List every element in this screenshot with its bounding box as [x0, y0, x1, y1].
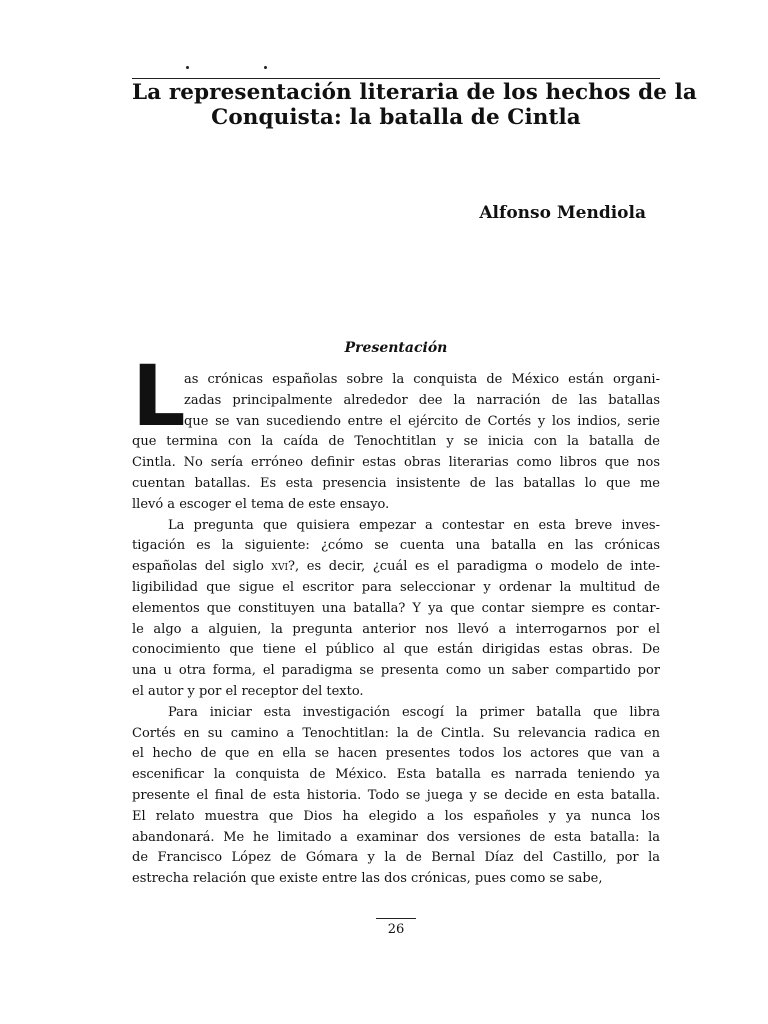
- header-marks: [186, 58, 286, 74]
- text-line: zadas principalmente alrededor dee la narración de las batallas: [184, 392, 660, 408]
- body-text: [132, 370, 660, 890]
- text-line: presente el final de esta historia. Todo se juega y se decide en esta batalla.: [132, 787, 660, 803]
- paragraph: [132, 516, 660, 703]
- text-line: una u otra forma, el paradigma se presenta como un saber compartido por: [132, 663, 660, 679]
- text-line: escenificar la conquista de México. Esta batalla es narrada teniendo ya: [132, 767, 660, 783]
- article-title-line-2: Conquista: la batalla de Cintla: [211, 105, 581, 130]
- footer-rule: [376, 918, 416, 919]
- text-line: le algo a alguien, la pregunta anterior nos llevó a interrogarnos por el: [132, 621, 660, 637]
- text-line: Para iniciar esta investigación escogí la primer batalla que libra: [168, 704, 660, 720]
- section-heading: Presentación: [344, 340, 448, 356]
- text-line: elementos que constituyen una batalla? Y ya que contar siempre es contar-: [132, 600, 660, 616]
- text-line: llevó a escoger el tema de este ensayo.: [132, 496, 390, 512]
- page-number: 26: [387, 922, 405, 937]
- text-line: El relato muestra que Dios ha elegido a los españoles y ya nunca los: [132, 808, 660, 824]
- paragraph: [132, 370, 660, 516]
- text-line: españolas del siglo xvi?, es decir, ¿cuál es el paradigma o modelo de inte-: [132, 559, 660, 575]
- author-name: Alfonso Mendiola: [479, 203, 646, 223]
- text-line: el hecho de que en ella se hacen presentes todos los actores que van a: [132, 746, 660, 762]
- text-line: que se van sucediendo entre el ejército de Cortés y los indios, serie: [184, 413, 660, 429]
- text-line: Cortés en su camino a Tenochtitlan: la de Cintla. Su relevancia radica en: [132, 725, 660, 741]
- text-line: conocimiento que tiene el público al que están dirigidas estas obras. De: [132, 642, 660, 658]
- drop-cap: L: [132, 347, 186, 445]
- text-line: estrecha relación que existe entre las dos crónicas, pues como se sabe,: [132, 871, 603, 887]
- text-line: el autor y por el receptor del texto.: [132, 683, 364, 699]
- header-rule: [132, 78, 660, 79]
- text-line: de Francisco López de Gómara y la de Bernal Díaz del Castillo, por la: [132, 850, 660, 866]
- text-line: cuentan batallas. Es esta presencia insistente de las batallas lo que me: [132, 475, 660, 491]
- article-title-line-1: La representación literaria de los hechos de la: [132, 80, 697, 105]
- text-line: La pregunta que quisiera empezar a contestar en esta breve inves-: [168, 517, 660, 533]
- text-line: tigación es la siguiente: ¿cómo se cuenta una batalla en las crónicas: [132, 538, 660, 554]
- article-title: [132, 80, 697, 130]
- paragraph: [132, 703, 660, 890]
- text-line: que termina con la caída de Tenochtitlan y se inicia con la batalla de: [132, 434, 660, 450]
- text-line: as crónicas españolas sobre la conquista de México están organi-: [184, 372, 660, 387]
- text-line: ligibilidad que sigue el escritor para seleccionar y ordenar la multitud de: [132, 579, 660, 595]
- text-line: abandonará. Me he limitado a examinar dos versiones de esta batalla: la: [132, 829, 660, 845]
- text-line: Cintla. No sería erróneo definir estas obras literarias como libros que nos: [132, 455, 660, 471]
